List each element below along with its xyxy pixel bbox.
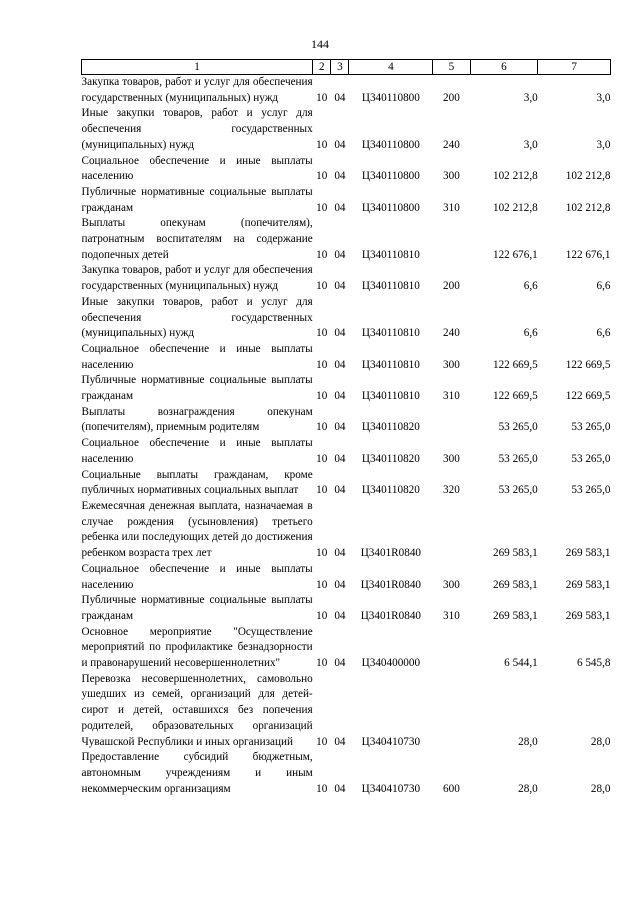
expense-type-code (433, 405, 470, 436)
subsection-code: 04 (334, 327, 346, 340)
subsection-code: 04 (334, 782, 346, 795)
amount-year-2: 6,6 (596, 280, 611, 293)
table-row (82, 499, 611, 562)
target-article-code: Ц3401R0840 (360, 547, 422, 560)
expense-type-code: 300 (443, 578, 460, 591)
table-row (82, 672, 611, 751)
subsection-code: 04 (334, 280, 346, 293)
subsection-code: 04 (334, 91, 346, 104)
amount-year-1: 269 583,1 (492, 578, 538, 591)
row-description: Предоставление субсидий бюджетным, автономным учреждениям и иным некоммерческим организациям (81, 751, 313, 795)
table-row (82, 405, 611, 436)
section-code: 10 (316, 782, 328, 795)
target-article-code: Ц3401R0840 (360, 609, 422, 622)
subsection-code: 04 (334, 735, 346, 748)
expense-type-code: 240 (443, 327, 460, 340)
column-header-4: 4 (349, 60, 433, 75)
budget-table (81, 59, 611, 797)
column-header-3: 3 (331, 60, 349, 75)
amount-year-1: 28,0 (518, 735, 538, 748)
row-description: Социальное обеспечение и иные выплаты населению (81, 562, 313, 591)
table-row (82, 562, 611, 593)
table-row (82, 593, 611, 624)
amount-year-2: 6,6 (596, 327, 611, 340)
section-code: 10 (316, 657, 328, 670)
amount-year-1: 122 669,5 (492, 390, 538, 403)
section-code: 10 (316, 421, 328, 434)
section-code: 10 (316, 452, 328, 465)
target-article-code: Ц340110810 (361, 248, 420, 261)
amount-year-1: 269 583,1 (492, 609, 538, 622)
expense-type-code: 320 (443, 484, 460, 497)
row-description: Выплаты опекунам (попечителям), патронатным воспитателям на содержание подопечных детей (81, 217, 313, 261)
amount-year-1: 53 265,0 (498, 484, 538, 497)
section-code: 10 (316, 547, 328, 560)
row-description: Публичные нормативные социальные выплаты гражданам (81, 374, 313, 403)
section-code: 10 (316, 484, 328, 497)
amount-year-1: 6,6 (523, 280, 538, 293)
expense-type-code: 310 (443, 201, 460, 214)
amount-year-2: 269 583,1 (565, 609, 611, 622)
row-description: Социальные выплаты гражданам, кроме публичных нормативных социальных выплат (81, 468, 313, 497)
row-description: Социальное обеспечение и иные выплаты населению (81, 437, 313, 465)
table-row (82, 436, 611, 467)
section-code: 10 (316, 248, 328, 261)
section-code: 10 (316, 280, 328, 293)
table-row (82, 750, 611, 797)
table-row (82, 263, 611, 294)
subsection-code: 04 (334, 170, 346, 183)
table-row (82, 625, 611, 672)
amount-year-1: 102 212,8 (492, 201, 538, 214)
row-description: Социальное обеспечение и иные выплаты населению (81, 154, 313, 183)
section-code: 10 (316, 609, 328, 622)
row-description: Социальное обеспечение и иные выплаты населению (81, 342, 313, 371)
section-code: 10 (316, 735, 328, 748)
amount-year-2: 53 265,0 (571, 452, 611, 465)
expense-type-code: 240 (443, 138, 460, 151)
column-header-6: 6 (470, 60, 538, 75)
subsection-code: 04 (334, 484, 346, 497)
table-row (82, 342, 611, 373)
amount-year-2: 6 545,8 (576, 657, 611, 670)
amount-year-1: 28,0 (518, 782, 538, 795)
amount-year-1: 102 212,8 (492, 170, 538, 183)
section-code: 10 (316, 170, 328, 183)
target-article-code: Ц340110810 (361, 327, 420, 340)
row-description: Закупка товаров, работ и услуг для обеспечения государственных (муниципальных) нужд (81, 264, 313, 293)
target-article-code: Ц340110800 (361, 170, 420, 183)
amount-year-1: 122 676,1 (492, 248, 538, 261)
table-row (82, 75, 611, 107)
amount-year-2: 53 265,0 (571, 421, 611, 434)
page-number: 144 (311, 37, 329, 51)
row-description: Иные закупки товаров, работ и услуг для обеспечения государственных (муниципальных) нужд (81, 107, 313, 151)
target-article-code: Ц3401R0840 (360, 578, 422, 591)
expense-type-code (433, 216, 470, 263)
amount-year-2: 269 583,1 (565, 578, 611, 591)
column-header-2: 2 (313, 60, 331, 75)
section-code: 10 (316, 201, 328, 214)
subsection-code: 04 (334, 578, 346, 591)
expense-type-code (433, 672, 470, 751)
target-article-code: Ц340410730 (361, 735, 421, 748)
section-code: 10 (316, 358, 328, 371)
table-row (82, 373, 611, 404)
expense-type-code: 310 (443, 609, 460, 622)
target-article-code: Ц340110810 (361, 390, 420, 403)
amount-year-2: 3,0 (596, 91, 611, 104)
expense-type-code: 600 (443, 782, 460, 795)
subsection-code: 04 (334, 390, 346, 403)
target-article-code: Ц340400000 (361, 657, 421, 670)
amount-year-2: 122 669,5 (565, 358, 611, 371)
row-description: Публичные нормативные социальные выплаты гражданам (81, 594, 313, 622)
subsection-code: 04 (334, 248, 346, 261)
target-article-code: Ц340110820 (361, 421, 420, 434)
expense-type-code: 300 (443, 170, 460, 183)
subsection-code: 04 (334, 657, 346, 670)
column-header-5: 5 (433, 60, 470, 75)
amount-year-2: 53 265,0 (571, 484, 611, 497)
target-article-code: Ц340110820 (361, 452, 420, 465)
section-code: 10 (316, 578, 328, 591)
row-description: Основное мероприятие "Осуществление мероприятий по профилактике безнадзорности и правонарушений несовершеннолетних" (81, 625, 313, 670)
table-row (82, 154, 611, 185)
expense-type-code: 300 (443, 358, 460, 371)
expense-type-code: 300 (443, 452, 460, 465)
section-code: 10 (316, 390, 328, 403)
row-description: Иные закупки товаров, работ и услуг для обеспечения государственных (муниципальных) нужд (81, 295, 313, 340)
table-row (82, 295, 611, 342)
amount-year-1: 122 669,5 (492, 358, 538, 371)
column-header-7: 7 (538, 60, 611, 75)
subsection-code: 04 (334, 138, 346, 151)
table-header-row (82, 60, 611, 75)
expense-type-code: 200 (443, 91, 460, 104)
row-description: Публичные нормативные социальные выплаты гражданам (81, 185, 313, 214)
table-row (82, 216, 611, 263)
expense-type-code (433, 625, 470, 672)
amount-year-1: 53 265,0 (498, 452, 538, 465)
target-article-code: Ц340110800 (361, 91, 420, 104)
row-description: Закупка товаров, работ и услуг для обеспечения государственных (муниципальных) нужд (81, 76, 313, 104)
row-description: Перевозка несовершеннолетних, самовольно ушедших из семей, организаций для детей-сирот и детей, оставшихся без попечения родителей, образовательных организаций Чувашской Республики и иных организаций (81, 672, 313, 748)
amount-year-1: 3,0 (523, 91, 538, 104)
target-article-code: Ц340110810 (361, 280, 420, 293)
target-article-code: Ц340110800 (361, 201, 420, 214)
section-code: 10 (316, 91, 328, 104)
table-row (82, 106, 611, 153)
expense-type-code: 310 (443, 390, 460, 403)
expense-type-code: 200 (443, 280, 460, 293)
target-article-code: Ц340110810 (361, 358, 420, 371)
subsection-code: 04 (334, 547, 346, 560)
amount-year-2: 122 669,5 (565, 390, 611, 403)
subsection-code: 04 (334, 609, 346, 622)
target-article-code: Ц340110800 (361, 138, 420, 151)
subsection-code: 04 (334, 201, 346, 214)
amount-year-1: 3,0 (523, 138, 538, 151)
row-description: Выплаты вознаграждения опекунам (попечителям), приемным родителям (81, 405, 313, 434)
amount-year-2: 28,0 (590, 735, 611, 748)
table-body (82, 75, 611, 798)
target-article-code: Ц340110820 (361, 484, 420, 497)
subsection-code: 04 (334, 358, 346, 371)
amount-year-1: 269 583,1 (492, 547, 538, 560)
amount-year-2: 102 212,8 (565, 201, 611, 214)
target-article-code: Ц340410730 (361, 782, 421, 795)
column-header-1: 1 (82, 60, 313, 75)
table-row (82, 468, 611, 499)
amount-year-1: 53 265,0 (498, 421, 538, 434)
amount-year-2: 122 676,1 (565, 248, 611, 261)
row-description: Ежемесячная денежная выплата, назначаемая в случае рождения (усыновления) третьего ребенка или последующих детей до достижения ребенком возраста трех лет (81, 499, 313, 560)
table-row (82, 185, 611, 216)
amount-year-2: 102 212,8 (565, 170, 611, 183)
amount-year-2: 3,0 (596, 138, 611, 151)
section-code: 10 (316, 327, 328, 340)
section-code: 10 (316, 138, 328, 151)
subsection-code: 04 (334, 421, 346, 434)
subsection-code: 04 (334, 452, 346, 465)
amount-year-2: 28,0 (590, 782, 611, 795)
amount-year-1: 6,6 (523, 327, 538, 340)
amount-year-2: 269 583,1 (565, 547, 611, 560)
amount-year-1: 6 544,1 (504, 657, 538, 670)
expense-type-code (433, 499, 470, 562)
